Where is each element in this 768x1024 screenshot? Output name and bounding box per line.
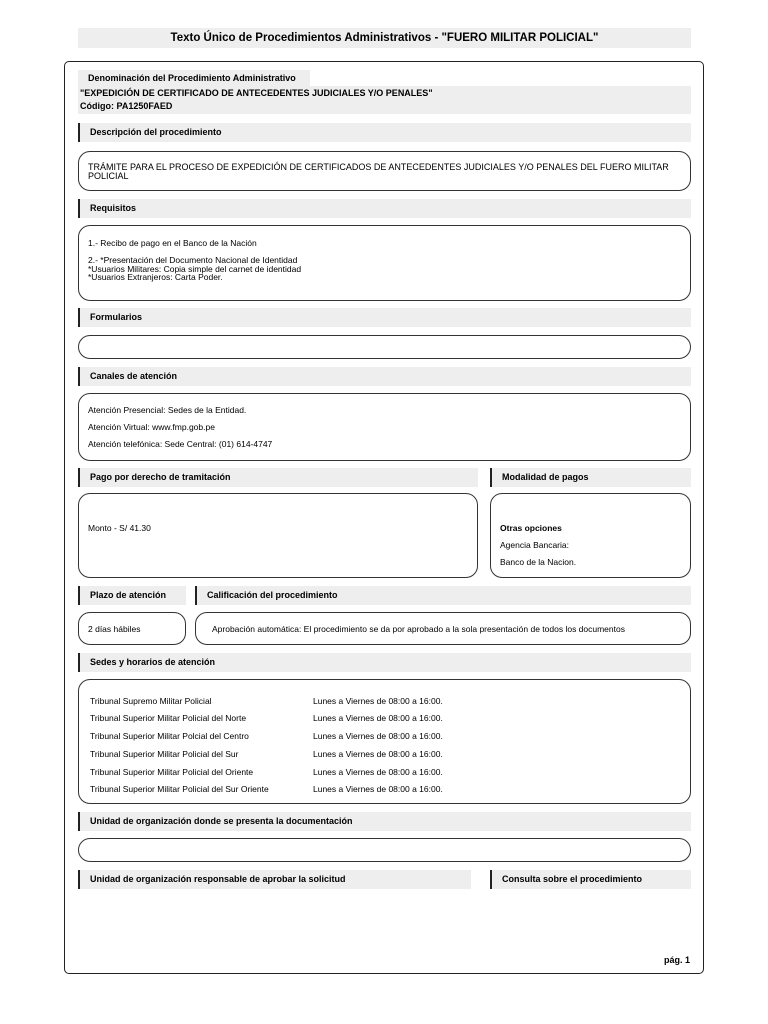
plazo-value: 2 días hábiles <box>88 624 141 634</box>
sede-name: Tribunal Superior Militar Policial del Sur <box>90 749 239 759</box>
formularios-box <box>78 335 691 359</box>
calificacion-header: Calificación del procedimiento <box>195 586 691 605</box>
modalidad-otras: Otras opciones <box>500 523 562 533</box>
sede-horario: Lunes a Viernes de 08:00 a 16:00. <box>313 713 443 723</box>
canal-virtual: Atención Virtual: www.fmp.gob.pe <box>88 422 215 432</box>
plazo-box <box>78 612 186 645</box>
sede-horario: Lunes a Viernes de 08:00 a 16:00. <box>313 767 443 777</box>
formularios-header: Formularios <box>78 308 691 327</box>
pago-header: Pago por derecho de tramitación <box>78 468 478 487</box>
calificacion-box <box>195 612 691 645</box>
unidad-presenta-header: Unidad de organización donde se presenta la documentación <box>78 812 691 831</box>
sede-horario: Lunes a Viernes de 08:00 a 16:00. <box>313 731 443 741</box>
pago-monto: Monto - S/ 41.30 <box>88 523 151 533</box>
sede-name: Tribunal Supremo Militar Policial <box>90 696 212 706</box>
canales-header: Canales de atención <box>78 367 691 386</box>
procedure-name: "EXPEDICIÓN DE CERTIFICADO DE ANTECEDENTES JUDICIALES Y/O PENALES" <box>80 88 433 98</box>
requisito-3: *Usuarios Militares: Copia simple del carnet de identidad <box>88 264 302 274</box>
pago-box <box>78 493 478 578</box>
descripcion-line-1: TRÁMITE PARA EL PROCESO DE EXPEDICIÓN DE CERTIFICADOS DE ANTECEDENTES JUDICIALES Y/O PENALES DEL FUERO MILITAR <box>88 162 669 172</box>
consulta-header: Consulta sobre el procedimiento <box>490 870 691 889</box>
modalidad-agencia: Agencia Bancaria: <box>500 540 569 550</box>
modalidad-header: Modalidad de pagos <box>490 468 691 487</box>
requisito-4: *Usuarios Extranjeros: Carta Poder. <box>88 272 223 282</box>
sede-horario: Lunes a Viernes de 08:00 a 16:00. <box>313 749 443 759</box>
sedes-box <box>78 679 691 804</box>
descripcion-header: Descripción del procedimiento <box>78 123 691 142</box>
page-title: Texto Único de Procedimientos Administrativos - "FUERO MILITAR POLICIAL" <box>78 28 691 48</box>
unidad-presenta-box <box>78 838 691 862</box>
canales-box <box>78 393 691 461</box>
page-number: pág. 1 <box>663 955 690 965</box>
descripcion-box <box>78 151 691 191</box>
plazo-header: Plazo de atención <box>78 586 186 605</box>
calificacion-value: Aprobación automática: El procedimiento se da por aprobado a la sola presentación de todos los documentos <box>212 624 625 634</box>
sede-horario: Lunes a Viernes de 08:00 a 16:00. <box>313 784 443 794</box>
denominacion-label: Denominación del Procedimiento Administrativo <box>78 70 310 86</box>
procedure-code: Código: PA1250FAED <box>80 101 173 111</box>
sede-name: Tribunal Superior Militar Polcial del Centro <box>90 731 249 741</box>
sede-name: Tribunal Superior Militar Policial del Oriente <box>90 767 254 777</box>
sede-name: Tribunal Superior Militar Policial del Norte <box>90 713 247 723</box>
canal-telefonica: Atención telefónica: Sede Central: (01) 614-4747 <box>88 439 273 449</box>
canal-presencial: Atención Presencial: Sedes de la Entidad. <box>88 405 247 415</box>
requisitos-box <box>78 225 691 301</box>
requisito-1: 1.- Recibo de pago en el Banco de la Nación <box>88 238 257 248</box>
sede-horario: Lunes a Viernes de 08:00 a 16:00. <box>313 696 443 706</box>
descripcion-line-2: POLICIAL <box>88 171 129 181</box>
sede-name: Tribunal Superior Militar Policial del Sur Oriente <box>90 784 269 794</box>
modalidad-banco: Banco de la Nacion. <box>500 557 577 567</box>
denominacion-block <box>78 86 691 114</box>
unidad-aprueba-header: Unidad de organización responsable de aprobar la solicitud <box>78 870 471 889</box>
modalidad-box <box>490 493 691 578</box>
requisitos-header: Requisitos <box>78 199 691 218</box>
sedes-header: Sedes y horarios de atención <box>78 653 691 672</box>
requisito-2: 2.- *Presentación del Documento Nacional de Identidad <box>88 255 298 265</box>
